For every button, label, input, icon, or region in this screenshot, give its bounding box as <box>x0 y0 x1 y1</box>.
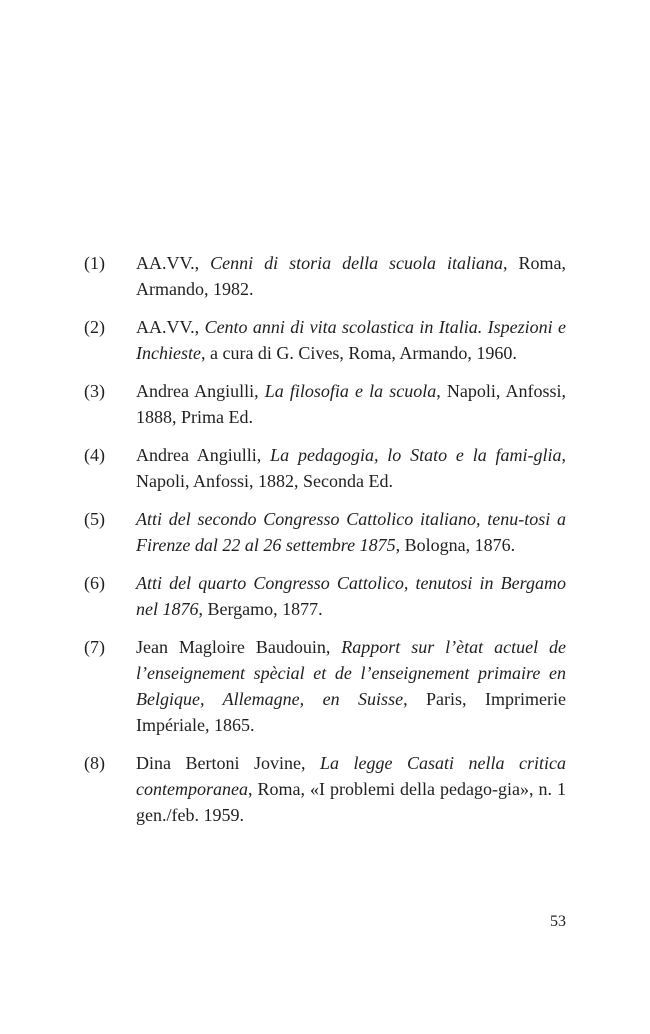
reference-text <box>136 634 566 738</box>
reference-item <box>84 570 566 622</box>
reference-publication: , Bologna, 1876. <box>395 535 516 555</box>
reference-text <box>136 570 566 622</box>
reference-number: (7) <box>84 637 105 657</box>
reference-title: Cento anni di vita scolastica in Italia. Ispezioni e Inchieste <box>136 317 566 363</box>
reference-title: Atti del quarto Congresso Cattolico, tenutosi in Bergamo nel 1876 <box>136 573 566 619</box>
reference-author: Andrea Angiulli, <box>136 445 271 465</box>
reference-number: (5) <box>84 509 105 529</box>
reference-author: AA.VV., <box>136 253 211 273</box>
reference-number: (1) <box>84 253 105 273</box>
reference-number: (6) <box>84 573 105 593</box>
reference-author: AA.VV., <box>136 317 205 337</box>
reference-author: Dina Bertoni Jovine, <box>136 753 320 773</box>
reference-text <box>136 250 566 302</box>
reference-text <box>136 750 566 828</box>
reference-item <box>84 250 566 302</box>
reference-number: (2) <box>84 317 105 337</box>
reference-title: La pedagogia, lo Stato e la fami-glia <box>270 445 562 465</box>
reference-title: La filosofia e la scuola <box>264 381 437 401</box>
reference-publication: , Roma, Armando, 1982. <box>136 253 567 299</box>
reference-number: (3) <box>84 381 105 401</box>
reference-publication: , Roma, «I problemi della pedago-gia», n. 1 gen./feb. 1959. <box>136 779 566 825</box>
reference-item <box>84 378 566 430</box>
reference-item <box>84 750 566 828</box>
reference-title: Rapport sur l’ètat actuel de l’enseignement spècial et de l’enseignement primaire en Belgique, Allemagne, en Suisse <box>136 637 566 709</box>
reference-author: Andrea Angiulli, <box>136 381 265 401</box>
reference-item <box>84 634 566 738</box>
reference-text <box>136 314 566 366</box>
reference-author: Jean Magloire Baudouin, <box>136 637 342 657</box>
reference-list <box>84 250 566 840</box>
reference-item <box>84 506 566 558</box>
reference-item <box>84 314 566 366</box>
reference-title: La legge Casati nella critica contemporanea <box>136 753 566 799</box>
reference-title: Cenni di storia della scuola italiana <box>210 253 504 273</box>
reference-publication: , Napoli, Anfossi, 1882, Seconda Ed. <box>136 445 567 491</box>
reference-title: Atti del secondo Congresso Cattolico italiano, tenu-tosi a Firenze dal 22 al 26 settembre 1875 <box>136 509 566 555</box>
reference-publication: , Paris, Imprimerie Impériale, 1865. <box>136 689 566 735</box>
reference-text <box>136 506 566 558</box>
reference-number: (4) <box>84 445 105 465</box>
reference-text <box>136 442 566 494</box>
page-number: 53 <box>550 913 566 930</box>
reference-text <box>136 378 566 430</box>
reference-publication: , a cura di G. Cives, Roma, Armando, 1960. <box>200 343 517 363</box>
reference-number: (8) <box>84 753 105 773</box>
reference-publication: , Bergamo, 1877. <box>198 599 323 619</box>
reference-item <box>84 442 566 494</box>
reference-publication: , Napoli, Anfossi, 1888, Prima Ed. <box>136 381 566 427</box>
